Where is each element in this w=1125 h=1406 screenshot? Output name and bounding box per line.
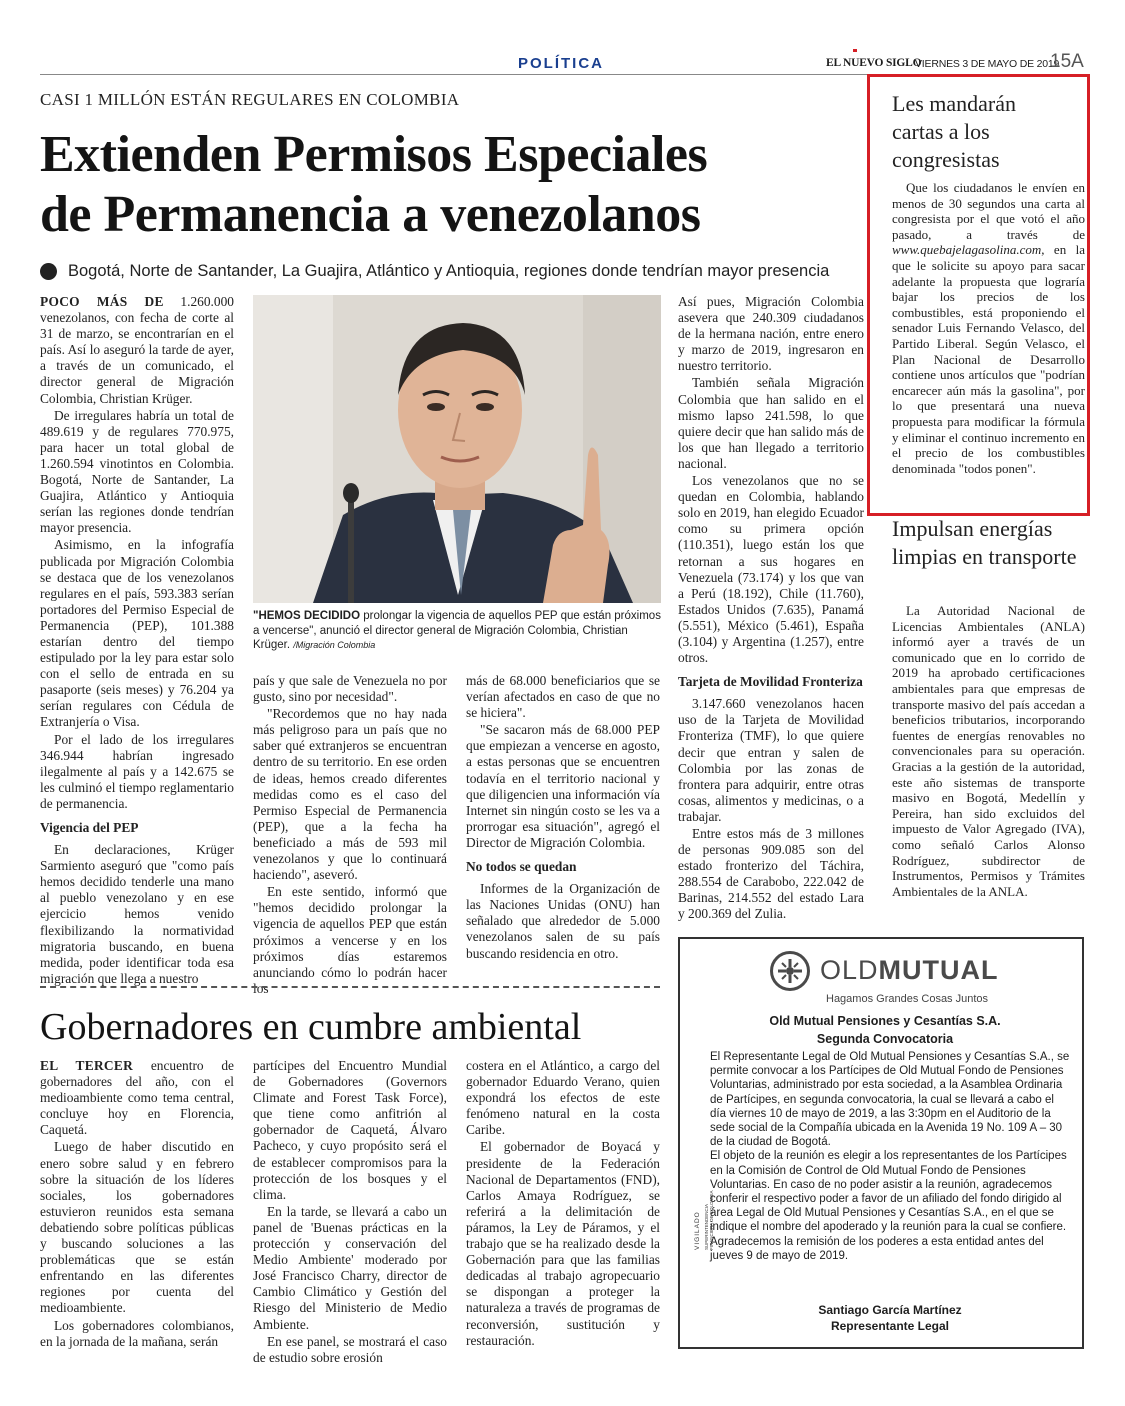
article-column-2	[253, 673, 447, 996]
subheading: Tarjeta de Movilidad Fronteriza	[678, 674, 863, 690]
article-column-3	[466, 1058, 660, 1358]
article-kicker: CASI 1 MILLÓN ESTÁN REGULARES EN COLOMBIA	[40, 90, 460, 109]
newspaper-name: EL NUEVO SIGLO	[826, 57, 922, 69]
ad-vertical-label: VIGILADO	[694, 1211, 701, 1250]
paragraph: más de 68.000 beneficiarios que se verían afectados en caso de que no se hiciera".	[466, 673, 660, 721]
section-label: POLÍTICA	[518, 55, 604, 72]
ad-body	[710, 1050, 1072, 1263]
subheading: Vigencia del PEP	[40, 820, 139, 835]
article-photo	[253, 295, 661, 603]
ad-signer-title: Representante Legal	[830, 1319, 950, 1333]
paragraph: costera en el Atlántico, a cargo del gobernador Eduardo Verano, quien expondrá los efectos de este fenómeno natural en la costa Caribe.	[466, 1058, 660, 1138]
paragraph: "Recordemos que no hay nada más peligroso para un país que no saber qué extranjeros se encuentran dentro de su territorio. En ese orden de ideas, hemos creado diferentes medidas como es el caso del Permiso Especial de Permanencia (PEP), que a la fecha ha beneficiado a más de 593 mil venezolanos y que lo continuará haciendo", aseveró.	[253, 706, 447, 883]
paragraph: 3.147.660 venezolanos hacen uso de la Tarjeta de Movilidad Fronteriza (TMF), lo que quiere decir que entran y salen de Colombia por las zonas de frontera para adquirir, entre otras cosas, alimentos y medicinas, o a trabajar.	[678, 696, 864, 824]
ad-signer: Santiago García Martínez	[818, 1303, 962, 1317]
paragraph: Los gobernadores colombianos, en la jornada de la mañana, serán	[40, 1317, 234, 1349]
article-column-1: EL TERCER encuentro de gobernadores del año, con el medioambiente como tema central, concluye hoy en Florencia, Caquetá. Luego de haber discutido en enero sobre salud y en febrero sobre la situación de los líderes sociales, los gobernadores estuvieron reunidos esta semana debatiendo sobre políticas públicas y buscando soluciones a las problemáticas que se están enfrentando en las diferentes regiones por cuenta del medioambiente. Los gobernadores colombianos, en la jornada de la mañana, serán	[40, 1058, 234, 1349]
paragraph: En la tarde, se llevará a cabo un panel de 'Buenas prácticas en la protección y conservación del Medio Ambiente' moderado por José Francisco Charry, director de Cambio Climático y Gestión del Riesgo del Ministerio de Medio Ambiente.	[253, 1203, 447, 1332]
paragraph: Así pues, Migración Colombia asevera que 240.309 ciudadanos de la hermana nación, entre enero y marzo de 2019, ingresaron en nuestro territorio.	[678, 294, 864, 374]
paragraph: El gobernador de Boyacá y presidente de la Federación Nacional de Departamentos (FND), Carlos Amaya Rodríguez, se referirá a la delimitación de páramos, la Ley de Páramos, y el trabajo que se ha realizado desde la Gobernación para que las familias dedicadas al trabajo agropecuario se dispongan a proteger la naturaleza a través de programas de reconversión, sustitución y restauración.	[466, 1139, 660, 1348]
photo-credit: /Migración Colombia	[293, 640, 376, 650]
article-column-4	[678, 294, 864, 920]
photo-caption: "HEMOS DECIDIDO prolongar la vigencia de aquellos PEP que están próximos a vencerse", anunció el director general de Migración Colombia, Christian Krüger. /Migración Colombia	[253, 610, 661, 651]
lead-in: POCO MÁS DE	[40, 294, 164, 309]
ad-paragraph: El Representante Legal de Old Mutual Pensiones y Cesantías S.A., se permite convocar a los Partícipes de Old Mutual Fondo de Pensiones Voluntarias, administrado por esta sociedad, a la Asamblea Ordinaria de Partícipes, en segunda convocatoria, la cual se llevará a cabo el día viernes 10 de mayo de 2019, a las 3:30pm en el Auditorio de la sede social de la Compañía ubicada en la Avenida 19 No. 109 A – 30 de la ciudad de Bogotá.	[710, 1051, 1070, 1149]
website-link[interactable]: www.quebajelagasolina.com	[892, 242, 1042, 258]
ad-notice: Segunda Convocatoria	[816, 1032, 954, 1046]
ad-tagline: Hagamos Grandes Cosas Juntos	[826, 993, 989, 1005]
article-column-3	[466, 673, 660, 979]
lead-in: EL TERCER	[40, 1058, 134, 1073]
article-headline: Gobernadores en cumbre ambiental	[40, 1006, 582, 1048]
article-subdeck: Bogotá, Norte de Santander, La Guajira, Atlántico y Antioquia, regiones donde tendrían mayor presencia	[68, 262, 830, 280]
article-column-2	[253, 1058, 447, 1365]
paragraph: En este sentido, informó que "hemos decidido prolongar la vigencia de aquellos PEP que están próximos a vencerse y en los próximos días estaremos anunciando cómo lo podrán hacer los	[253, 884, 447, 996]
paragraph: En declaraciones, Krüger Sarmiento aseguró que "como país hemos decidido tenderle una mano al pueblo venezolano y en ese ejercicio hemos venido flexibilizando la normatividad migratoria buscando, en buena medida, poder identificar toda esa migración que llega a nuestro	[40, 842, 234, 986]
article-separator	[40, 986, 660, 988]
photo-illustration	[253, 295, 661, 603]
paragraph: Informes de la Organización de las Naciones Unidas (ONU) han señalado que alrededor de 5.000 venezolanos salen de su país buscando residencia en otro.	[466, 881, 660, 961]
paragraph: Asimismo, en la infografía publicada por Migración Colombia se destaca que de los venezolanos regulares en el país, 593.383 serían portadores del Permiso Especial de Permanencia (PEP), 101.388 estarían dentro del tiempo estipulado por la ley para estar solo con el sello de entrada en su pasaporte (seis meses) y 76.204 ya serían regulares con Cédula de Extranjería o Visa.	[40, 537, 234, 730]
page-number: 15A	[1050, 51, 1084, 72]
issue-date: VIERNES 3 DE MAYO DE 2019	[915, 58, 1060, 70]
sidebar-text: Que los ciudadanos le envíen en menos de 30 segundos una carta al congresista por el que votó el año pasado, a través de www.quebajelagasolina.com, en la que le solicite su apoyo para sacar adelante la propuesta que lograría bajar los precios de los combustibles, está proponiendo el senador Luis Fernando Velasco, del Partido Liberal. Según Velasco, el Plan Nacional de Desarrollo contiene unos artículos que "podrían encarecer aún más la gasolina", por lo que presentará una nueva propuesta para modificar la fórmula y eliminar el continuo incremento en el precio de los combustibles denominada "todos ponen".	[892, 180, 1085, 476]
bullet-icon	[40, 263, 57, 280]
headline-line-1: Extienden Permisos Especiales	[40, 126, 708, 183]
ad-paragraph: El objeto de la reunión es elegir a los representantes de los Partícipes en la Comisión de Control de Old Mutual Fondo de Pensiones Voluntarias. En caso de no poder asistir a la reunión, agradecemos conferir el respectivo poder a favor de un afiliado del fondo dirigido al área Legal de Old Mutual Pensiones y Cesantías S.A., en el que se indique el nombre del apoderado y la reunión para la cual se confiere. Agradecemos la remisión de los poderes a esta entidad antes del jueves 9 de mayo de 2019.	[710, 1150, 1067, 1262]
old-mutual-logo-icon	[770, 951, 810, 991]
paragraph: Entre estos más de 3 millones de personas 909.085 son del estado fronterizo del Táchira, 288.554 de Carabobo, 222.042 de Barinas, 214.552 del estado Lara y 200.369 del Zulia.	[678, 826, 864, 922]
paragraph: En ese panel, se mostrará el caso de estudio sobre erosión	[253, 1333, 447, 1365]
ad-brand: OLDMUTUAL	[820, 955, 999, 985]
paragraph: país y que sale de Venezuela no por gusto, sino por necesidad".	[253, 673, 447, 705]
article-column-1: POCO MÁS DE 1.260.000 venezolanos, con fecha de corte al 31 de marzo, se encontrarían en el país. Así lo aseguró la tarde de ayer, a través de un comunicado, el director general de Migración Colombia, Christian Krüger. De irregulares habría un total de 489.619 y de regulares 770.975, para hacer un total global de 1.260.594 vinotintos en Colombia. Bogotá, Norte de Santander, La Guajira, Atlántico y Antioquia serían las regiones donde tendrían mayor presencia. Asimismo, en la infografía publicada por Migración Colombia se destaca que de los venezolanos regulares en el país, 593.383 serían portadores del Permiso Especial de Permanencia (PEP), 101.388 estarían dentro del tiempo estipulado por la ley para estar solo con el sello de entrada en su pasaporte (seis meses) y 76.204 ya serían regulares con Cédula de Extranjería o Visa. Por el lado de los irregulares 346.944 habrían ingresado ilegalmente al país y a 142.675 se les culminó el tiempo reglamentario de permanencia. Vigencia del PEP En declaraciones, Krüger Sarmiento aseguró que "como país hemos decidido tenderle una mano al pueblo venezolano y en ese ejercicio hemos venido flexibilizando la normatividad migratoria buscando, en buena medida, poder identificar toda esa migración que llega a nuestro	[40, 294, 234, 986]
paragraph: De irregulares habría un total de 489.619 y de regulares 770.975, para hacer un total global de 1.260.594 vinotintos en Colombia. Bogotá, Norte de Santander, La Guajira, Atlántico y Antioquia serían las regiones donde tendrían mayor presencia.	[40, 407, 234, 536]
sidebar-title: Impulsan energías limpias en transporte	[892, 516, 1077, 569]
paragraph: Los venezolanos que no se quedan en Colombia, hablando solo en 2019, han elegido Ecuador como su primera opción (110.351), luego están los que retornan a sus hogares en Venezuela (73.174) y los que van a Perú (18.192), Chile (11.760), Estados Unidos (7.635), Panamá (5.551), México (5.461), España (3.104) y Argentina (1.257), entre otros.	[678, 473, 864, 666]
headline-line-2: de Permanencia a venezolanos	[40, 186, 701, 243]
paragraph: "Se sacaron más de 68.000 PEP que empiezan a vencerse en agosto, a estas personas que se encuentren todavía en el territorio nacional y que diligencien una información vía Internet sin ningún costo se les va a prorrogar esa situación", agregó el Director de Migración Colombia.	[466, 722, 660, 850]
ad-company: Old Mutual Pensiones y Cesantías S.A.	[769, 1014, 1001, 1028]
ad-vertical-small: SUPERINTENDENCIA FINANCIERA DE COLOMBIA	[704, 1190, 714, 1250]
sidebar-text: La Autoridad Nacional de Licencias Ambientales (ANLA) informó ayer a través de un comunicado que en lo corrido de 2019 ha aprobado certificaciones ambientales para que empresas de transporte masivo del país accedan a beneficios tributarios, incorporando fuentes de energías renovables no convencionales para su operación. Gracias a la gestión de la autoridad, este año sistemas de transporte masivo en Bogotá, Medellín y Pereira, han sido excluidos del impuesto de Valor Agregado (IVA), como señaló Carlos Alonso Rodríguez, subdirector de Instrumentos, Permisos y Trámites Ambientales de la ANLA.	[892, 603, 1085, 899]
subheading: No todos se quedan	[466, 859, 577, 875]
paragraph: partícipes del Encuentro Mundial de Gobernadores (Governors Climate and Forest Task Force), que tiene como anfitrión al gobernador de Caquetá, Álvaro Pacheco, y cuyo propósito será el de establecer compromisos para la protección de los bosques y el clima.	[253, 1058, 447, 1202]
logo-accent-dot	[853, 49, 857, 52]
paragraph: Luego de haber discutido en enero sobre salud y en febrero sobre la situación de los líderes sociales, los gobernadores estuvieron reunidos esta semana debatiendo sobre políticas públicas y buscando soluciones a las problemáticas que se están enfrentando en las diferentes regiones por cuenta del medioambiente.	[40, 1139, 234, 1316]
paragraph: Por el lado de los irregulares 346.944 habrían ingresado ilegalmente al país y a 142.675 se les culminó el tiempo reglamentario de permanencia.	[40, 731, 234, 811]
paragraph: También señala Migración Colombia que han salido en el mismo lapso 241.598, lo que quiere decir que han salido más de los que han llegado a territorio nacional.	[678, 375, 864, 471]
sidebar-title: Les mandarán cartas a los congresistas	[892, 91, 1016, 172]
